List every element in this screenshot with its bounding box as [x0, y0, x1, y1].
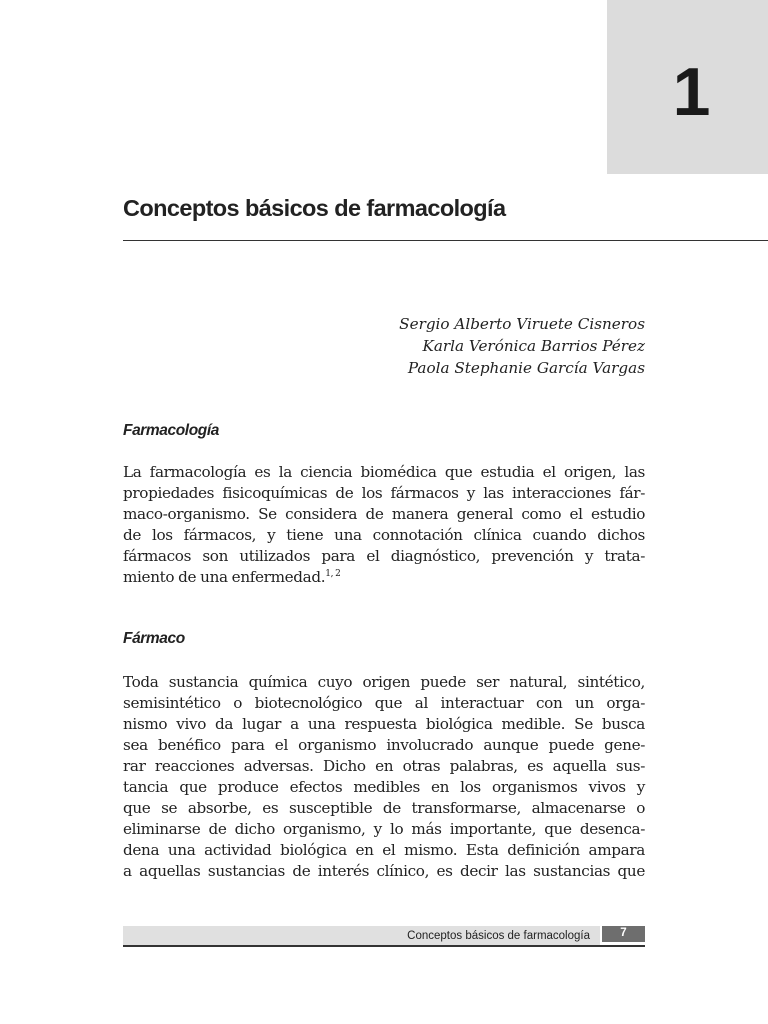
text-line: sea benéfico para el organismo involucrado aunque puede gene-: [123, 736, 645, 754]
paragraph-farmacologia: [123, 462, 645, 588]
text-line: Toda sustancia química cuyo origen puede ser natural, sintético,: [123, 673, 645, 691]
text-line: La farmacología es la ciencia biomédica que estudia el origen, las: [123, 463, 645, 481]
title-rule: [123, 240, 768, 241]
citation-reference: 1, 2: [325, 569, 341, 579]
page-number: 7: [602, 926, 645, 942]
text-line: propiedades fisicoquímicas de los fármacos y las interacciones fár-: [123, 484, 645, 502]
author-name: Paola Stephanie García Vargas: [407, 359, 645, 377]
text-line: nismo vivo da lugar a una respuesta biológica medible. Se busca: [123, 715, 645, 733]
chapter-number: 1: [672, 54, 711, 130]
paragraph-farmaco: [123, 672, 645, 882]
text-line: tancia que produce efectos medibles en los organismos vivos y: [123, 778, 645, 796]
text-line: rar reacciones adversas. Dicho en otras palabras, es aquella sus-: [123, 757, 645, 775]
footer-rule: [123, 945, 645, 947]
chapter-title: Conceptos básicos de farmacología: [123, 195, 506, 221]
chapter-number-box: [607, 0, 768, 174]
text-line: fármacos son utilizados para el diagnóstico, prevención y trata-: [123, 547, 645, 565]
footer-running-title: Conceptos básicos de farmacología: [407, 930, 590, 942]
text-line: maco-organismo. Se considera de manera general como el estudio: [123, 505, 645, 523]
text-line: a aquellas sustancias de interés clínico, es decir las sustancias que: [123, 862, 645, 880]
footer-bar: [123, 926, 600, 945]
text-line: semisintético o biotecnológico que al interactuar con un orga-: [123, 694, 645, 712]
text-line: miento de una enfermedad.: [123, 568, 326, 586]
text-line: que se absorbe, es susceptible de transformarse, almacenarse o: [123, 799, 645, 817]
text-line-last: [123, 567, 645, 588]
text-line: de los fármacos, y tiene una connotación clínica cuando dichos: [123, 526, 645, 544]
author-name: Sergio Alberto Viruete Cisneros: [399, 315, 645, 333]
section-heading-farmacologia: Farmacología: [123, 422, 219, 439]
section-heading-farmaco: Fármaco: [123, 630, 185, 647]
author-name: Karla Verónica Barrios Pérez: [422, 337, 645, 355]
text-line: eliminarse de dicho organismo, y lo más importante, que desenca-: [123, 820, 645, 838]
text-line: dena una actividad biológica en el mismo. Esta definición ampara: [123, 841, 645, 859]
authors-block: [300, 313, 645, 379]
